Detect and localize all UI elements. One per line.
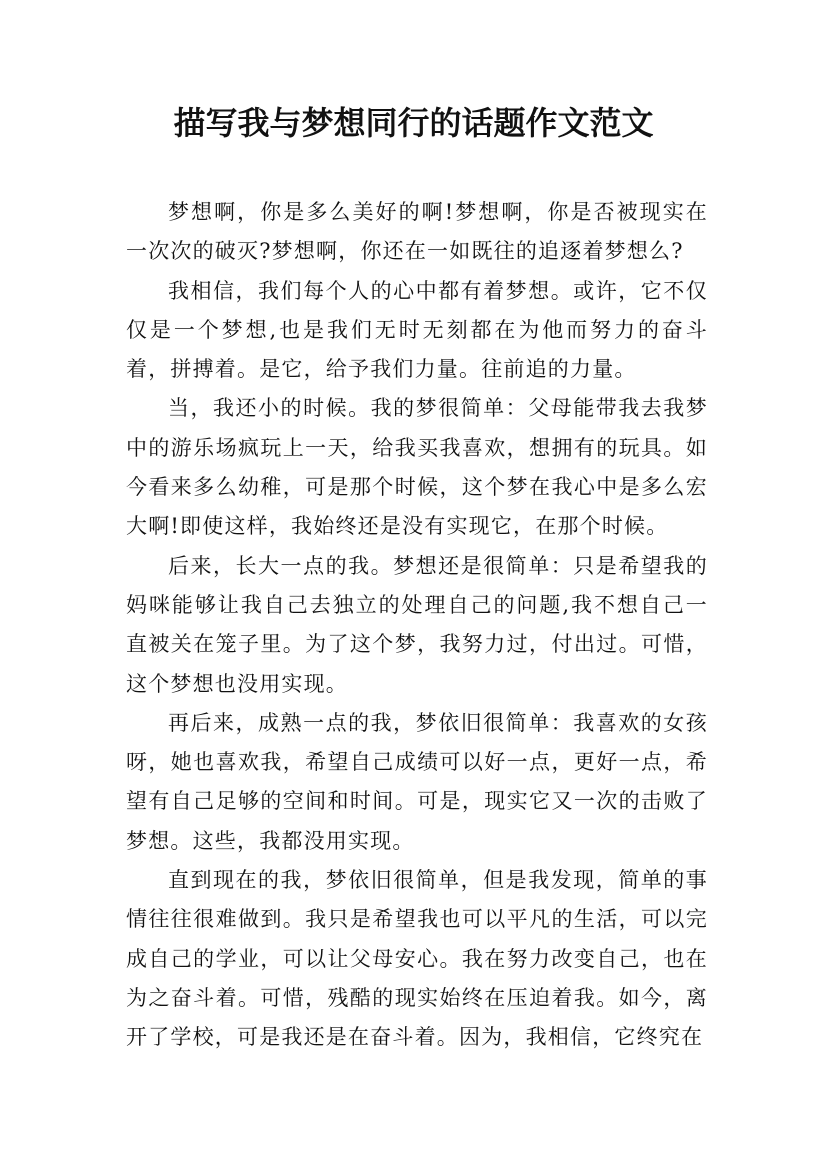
paragraph: 梦想啊，你是多么美好的啊!梦想啊，你是否被现实在一次次的破灭?梦想啊，你还在一如既往的追逐着梦想么?	[126, 200, 708, 264]
document-title: 描写我与梦想同行的话题作文范文	[173, 104, 654, 142]
paragraph: 后来，长大一点的我。梦想还是很简单：只是希望我的妈咪能够让我自己去独立的处理自己的问题,我不想自己一直被关在笼子里。为了这个梦，我努力过，付出过。可惜，这个梦想也没用实现。	[126, 553, 708, 696]
paragraph: 当，我还小的时候。我的梦很简单：父母能带我去我梦中的游乐场疯玩上一天，给我买我喜欢，想拥有的玩具。如今看来多么幼稚，可是那个时候，这个梦在我心中是多么宏大啊!即使这样，我始终还是没有实现它，在那个时候。	[126, 396, 708, 539]
paragraph: 直到现在的我，梦依旧很简单，但是我发现，简单的事情往往很难做到。我只是希望我也可以平凡的生活，可以完成自己的学业，可以让父母安心。我在努力改变自己，也在为之奋斗着。可惜，残酷的现实始终在压迫着我。如今，离开了学校，可是我还是在奋斗着。因为，我相信，它终究在	[126, 868, 708, 1050]
paragraph: 再后来，成熟一点的我，梦依旧很简单：我喜欢的女孩呀，她也喜欢我，希望自己成绩可以好一点，更好一点，希望有自己足够的空间和时间。可是，现实它又一次的击败了梦想。这些，我都没用实现。	[126, 710, 708, 853]
document-body	[126, 193, 708, 1058]
paragraph: 我相信，我们每个人的心中都有着梦想。或许，它不仅仅是一个梦想,也是我们无时无刻都在为他而努力的奋斗着，拼搏着。是它，给予我们力量。往前追的力量。	[126, 278, 708, 382]
